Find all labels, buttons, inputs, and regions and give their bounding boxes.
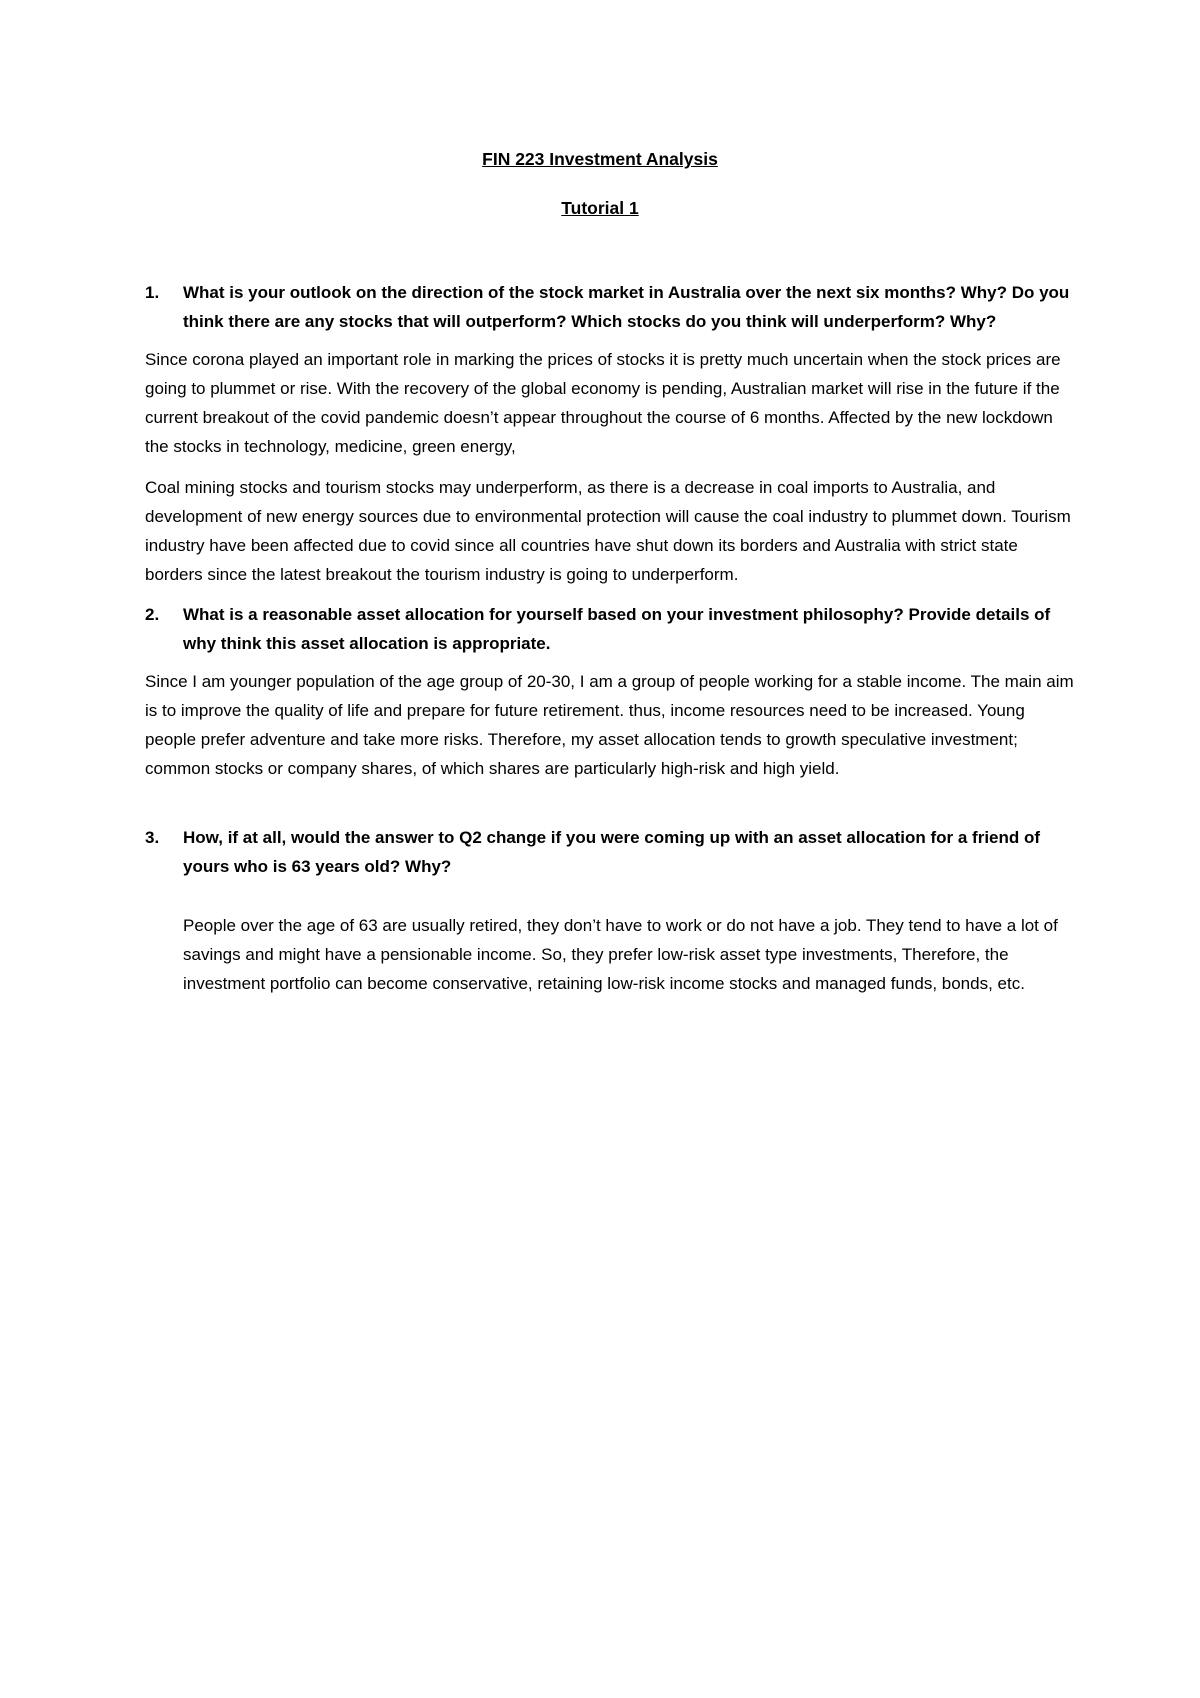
answer-paragraph: Coal mining stocks and tourism stocks may underperform, as there is a decrease in coal imports to Australia, and development of new energy sources due to environmental protection will cause the coal industry to plummet down. Tourism industry have been affected due to covid since all countries have shut down its borders and Australia with strict state borders since the latest breakout the tourism industry is going to underperform. [145,478,1071,584]
question-2 [145,600,1075,658]
document-subtitle: Tutorial 1 [561,198,639,218]
question-text: What is your outlook on the direction of the stock market in Australia over the next six months? Why? Do you think there are any stocks that will outperform? Which stocks do you think will underperform? Why? [183,283,1070,331]
question-text: How, if at all, would the answer to Q2 change if you were coming up with an asset allocation for a friend of yours who is 63 years old? Why? [183,828,1041,876]
answer-paragraph: Since I am younger population of the age group of 20-30, I am a group of people working for a stable income. The main aim is to improve the quality of life and prepare for future retirement. thus, income resources need to be increased. Young people prefer adventure and take more risks. Therefore, my asset allocation tends to growth speculative investment; common stocks or company shares, of which shares are particularly high-risk and high yield. [145,672,1074,778]
question-number: 3. [145,828,160,847]
answer-paragraph: Since corona played an important role in marking the prices of stocks it is pretty much uncertain when the stock prices are going to plummet or rise. With the recovery of the global economy is pending, Australian market will rise in the future if the current breakout of the covid pandemic doesn’t appear throughout the course of 6 months. Affected by the new lockdown the stocks in technology, medicine, green energy, [145,350,1061,456]
answer-paragraph: People over the age of 63 are usually retired, they don’t have to work or do not have a job. They tend to have a lot of savings and might have a pensionable income. So, they prefer low-risk asset type investments, Therefore, the investment portfolio can become conservative, retaining low-risk income stocks and managed funds, bonds, etc. [183,916,1058,993]
question-text: What is a reasonable asset allocation for yourself based on your investment philosophy? Provide details of why think this asset allocation is appropriate. [183,605,1051,653]
question-3 [145,823,1075,881]
document-title: FIN 223 Investment Analysis [482,149,718,169]
question-1 [145,278,1075,336]
document-body [145,278,1075,998]
question-number: 2. [145,605,160,624]
question-number: 1. [145,283,160,302]
